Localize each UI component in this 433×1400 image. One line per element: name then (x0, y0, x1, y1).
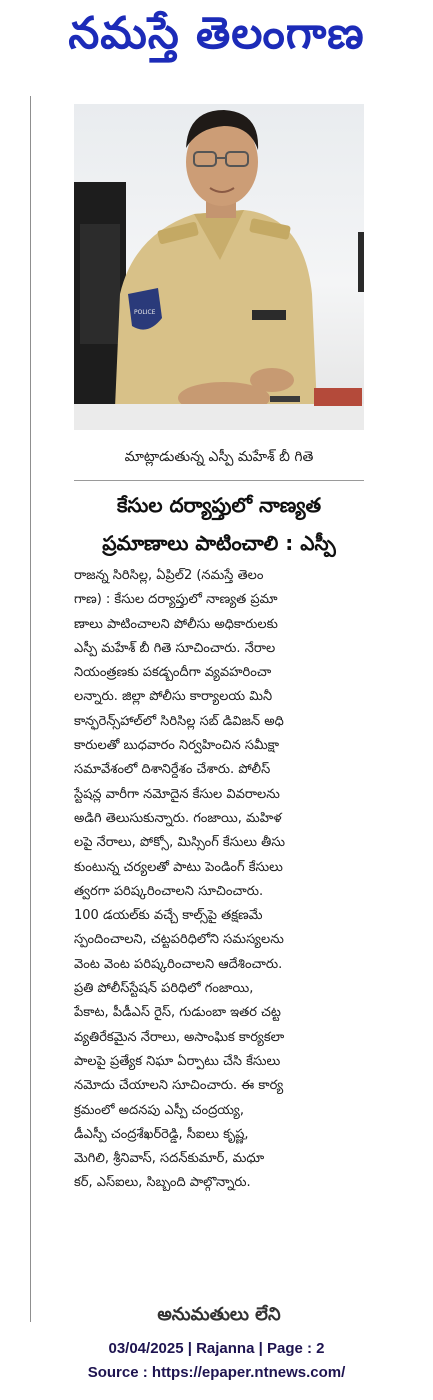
caption-divider (74, 480, 364, 481)
article-body (74, 564, 364, 1196)
masthead (0, 0, 433, 78)
body-line: వెంట వెంట పరిష్కరించాలని ఆదేశించారు. (74, 956, 283, 972)
body-line: కాన్ఫరెన్స్‌హాల్‌లో సిరిసిల్ల సబ్‌ డివిజన్‌ అధి (74, 713, 284, 729)
body-line: డీఎస్పీ చంద్రశేఖర్‌రెడ్డి, సీఐలు కృష్ణ, (74, 1126, 249, 1142)
photo-caption: మాట్లాడుతున్న ఎస్పీ మహేశ్‌ బీ గితె (124, 448, 314, 465)
body-line: లన్నారు. జిల్లా పోలీసు కార్యాలయ మినీ (74, 689, 273, 705)
body-line: అడిగి తెలుసుకున్నారు. గంజాయి, మహిళ (74, 810, 282, 826)
body-line: రాజన్న సిరిసిల్ల, ఏప్రిల్‌2 (నమస్తే తెలం (74, 568, 264, 583)
page-footer (0, 1322, 433, 1400)
footer-source-link[interactable]: Source : https://epaper.ntnews.com/ (87, 1364, 346, 1381)
newspaper-title: నమస్తే తెలంగాణ (68, 8, 365, 59)
body-line: ణాలు పాటించాలని పోలీసు అధికారులకు (74, 616, 278, 632)
body-line: లపై నేరాలు, పోక్సో, మిస్సింగ్‌ కేసులు తీసు (74, 835, 285, 851)
body-line: త్వరగా పరిష్కరించాలని సూచించారు. (74, 883, 264, 899)
body-line: నమోదు చేయాలని సూచించారు. ఈ కార్య (74, 1078, 284, 1094)
body-line: ఎస్పీ మహేశ్‌ బీ గితె సూచించారు. నేరాల (74, 640, 276, 656)
body-line: నియంత్రణకు పకడ్బందీగా వ్యవహరించా (74, 665, 272, 681)
body-line: 100 డయల్‌కు వచ్చే కాల్స్‌పై తక్షణమే (74, 908, 263, 924)
body-line: మెగిలి, శ్రీనివాస్‌, సదన్‌కుమార్‌, మధూ (74, 1151, 265, 1167)
body-line: వ్యతిరేకమైన నేరాలు, అసాంఘిక కార్యకలా (74, 1029, 285, 1045)
article-headline (74, 486, 364, 562)
body-line: సమావేశంలో దిశానిర్దేశం చేశారు. పోలీస్‌ (74, 762, 271, 778)
news-photo (74, 104, 364, 430)
next-article-headline: అనుమతులు లేని (157, 1304, 281, 1322)
badge-text: POLICE (134, 309, 156, 316)
body-line: ప్రతి పోలీస్‌స్టేషన్‌ పరిధిలో గంజాయి, (74, 981, 254, 997)
body-line: క్రమంలో అదనపు ఎస్పీ చంద్రయ్య, (74, 1102, 244, 1118)
headline-line-1: కేసుల దర్యాప్తులో నాణ్యత (116, 493, 322, 517)
footer-date-page: 03/04/2025 | Rajanna | Page : 2 (108, 1340, 325, 1357)
body-line: గాణ) : కేసుల దర్యాప్తులో నాణ్యత ప్రమా (74, 592, 278, 608)
body-line: కర్‌, ఎస్‌ఐలు, సిబ్బంది పాల్గొన్నారు. (74, 1175, 251, 1191)
body-line: స్టేషన్ల వారీగా నమోదైన కేసుల వివరాలను (74, 786, 280, 802)
body-line: కుంటున్న చర్యలతో పాటు పెండింగ్‌ కేసులు (74, 859, 283, 875)
column-divider (30, 96, 31, 1336)
body-line: పాలపై ప్రత్యేక నిఘా ఏర్పాటు చేసి కేసులు (74, 1053, 281, 1069)
headline-line-2: ప్రమాణాలు పాటించాలి : ఎస్పీ (102, 531, 336, 555)
body-line: కారులతో బుధవారం నిర్వహించిన సమీక్షా (74, 738, 280, 754)
body-line: పేకాట, పీడీఎస్‌ రైస్‌, గుడుంబా ఇతర చట్ట (74, 1005, 281, 1021)
body-line: స్పందించాలని, చట్టపరిధిలోని సమస్యలను (74, 932, 284, 948)
